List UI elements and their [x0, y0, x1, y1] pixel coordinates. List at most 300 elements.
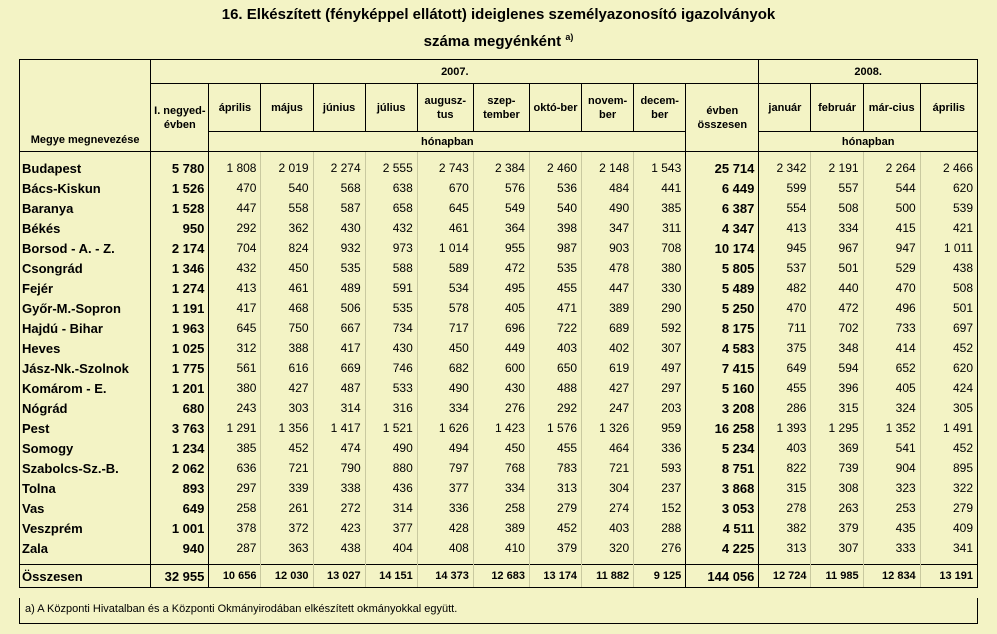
month-value: 1 626	[417, 418, 473, 438]
month-value: 455	[529, 438, 581, 458]
q1-value: 1 775	[151, 358, 209, 378]
table-row	[20, 258, 978, 278]
q1-value: 5 780	[151, 158, 209, 178]
month-value: 790	[313, 458, 365, 478]
month-value-2008: 452	[920, 438, 977, 458]
month-value-2008: 253	[863, 498, 920, 518]
county-name: Szabolcs-Sz.-B.	[20, 458, 151, 478]
month-value: 334	[417, 398, 473, 418]
q1-value: 1 528	[151, 198, 209, 218]
county-name: Vas	[20, 498, 151, 518]
month-value: 292	[209, 218, 261, 238]
month-value: 959	[634, 418, 686, 438]
month-value: 379	[529, 538, 581, 558]
month-value: 455	[529, 278, 581, 298]
county-name: Fejér	[20, 278, 151, 298]
month-value: 1 808	[209, 158, 261, 178]
month-value: 314	[365, 498, 417, 518]
month-value: 14 151	[365, 565, 417, 588]
month-value-2008: 305	[920, 398, 977, 418]
month-value: 484	[582, 178, 634, 198]
table-row	[20, 438, 978, 458]
table-row	[20, 278, 978, 298]
month-value-2008: 947	[863, 238, 920, 258]
month-value-2008: 529	[863, 258, 920, 278]
month-value: 588	[365, 258, 417, 278]
month-value: 2 555	[365, 158, 417, 178]
annual-total: 3 208	[686, 398, 759, 418]
month-value: 1 417	[313, 418, 365, 438]
month-value: 540	[529, 198, 581, 218]
month-value-2008: 501	[811, 258, 863, 278]
month-value-2008: 599	[759, 178, 811, 198]
month-value: 423	[313, 518, 365, 538]
county-name: Komárom - E.	[20, 378, 151, 398]
month-value: 638	[365, 178, 417, 198]
county-name: Jász-Nk.-Szolnok	[20, 358, 151, 378]
q1-value: 32 955	[151, 565, 209, 588]
month-value-2008: 435	[863, 518, 920, 538]
year-2007-header: 2007.	[151, 60, 759, 84]
month-value: 404	[365, 538, 417, 558]
month-value-2008: 424	[920, 378, 977, 398]
month-value: 11 882	[582, 565, 634, 588]
footnote: a) A Központi Hivatalban és a Központi Okmányirodában elkészített okmányokkal együtt.	[19, 598, 978, 624]
month-value: 336	[634, 438, 686, 458]
month-value: 388	[261, 338, 313, 358]
month-value: 377	[365, 518, 417, 538]
col-month-header: augusz-tus	[417, 84, 473, 132]
month-value-2008: 702	[811, 318, 863, 338]
month-value: 645	[209, 318, 261, 338]
month-value: 408	[417, 538, 473, 558]
month-value-2008: 508	[811, 198, 863, 218]
month-value: 650	[529, 358, 581, 378]
month-value: 471	[529, 298, 581, 318]
annual-total: 5 805	[686, 258, 759, 278]
month-value: 247	[582, 398, 634, 418]
col-month-header: novem-ber	[582, 84, 634, 132]
month-value: 536	[529, 178, 581, 198]
month-value: 1 576	[529, 418, 581, 438]
county-name: Csongrád	[20, 258, 151, 278]
month-value: 797	[417, 458, 473, 478]
month-value: 372	[261, 518, 313, 538]
month-value-2008: 539	[920, 198, 977, 218]
month-value-2008: 557	[811, 178, 863, 198]
month-value: 708	[634, 238, 686, 258]
month-value: 1 521	[365, 418, 417, 438]
col-county-header: Megye megnevezése	[20, 60, 151, 152]
col-month-header: szep-tember	[473, 84, 529, 132]
month-value: 398	[529, 218, 581, 238]
month-value: 561	[209, 358, 261, 378]
month-value: 432	[209, 258, 261, 278]
month-value: 311	[634, 218, 686, 238]
county-name: Békés	[20, 218, 151, 238]
month-value: 272	[313, 498, 365, 518]
monthly-header-2008: hónapban	[759, 132, 978, 152]
month-value: 558	[261, 198, 313, 218]
table-row	[20, 418, 978, 438]
county-name: Bács-Kiskun	[20, 178, 151, 198]
month-value: 292	[529, 398, 581, 418]
month-value: 450	[261, 258, 313, 278]
month-value: 2 460	[529, 158, 581, 178]
month-value: 2 743	[417, 158, 473, 178]
month-value: 449	[473, 338, 529, 358]
month-value: 436	[365, 478, 417, 498]
month-value: 461	[261, 278, 313, 298]
col-month-header: február	[811, 84, 863, 132]
month-value: 203	[634, 398, 686, 418]
table-row	[20, 458, 978, 478]
month-value: 689	[582, 318, 634, 338]
month-value: 13 027	[313, 565, 365, 588]
month-value: 591	[365, 278, 417, 298]
month-value-2008: 1 011	[920, 238, 977, 258]
month-value: 592	[634, 318, 686, 338]
month-value: 1 423	[473, 418, 529, 438]
month-value-2008: 1 393	[759, 418, 811, 438]
month-value-2008: 649	[759, 358, 811, 378]
title-line-2-text: száma megyénként	[423, 33, 562, 50]
month-value: 438	[313, 538, 365, 558]
table-title	[0, 4, 997, 53]
annual-total: 10 174	[686, 238, 759, 258]
month-value: 489	[313, 278, 365, 298]
month-value: 549	[473, 198, 529, 218]
annual-total: 16 258	[686, 418, 759, 438]
q1-value: 2 174	[151, 238, 209, 258]
month-value: 403	[529, 338, 581, 358]
table-body	[20, 152, 978, 588]
month-value: 589	[417, 258, 473, 278]
month-value: 347	[582, 218, 634, 238]
month-value: 312	[209, 338, 261, 358]
month-value: 339	[261, 478, 313, 498]
month-value-2008: 904	[863, 458, 920, 478]
month-value-2008: 500	[863, 198, 920, 218]
county-name: Pest	[20, 418, 151, 438]
month-value-2008: 379	[811, 518, 863, 538]
month-value-2008: 1 352	[863, 418, 920, 438]
month-value-2008: 278	[759, 498, 811, 518]
q1-value: 950	[151, 218, 209, 238]
county-name: Hajdú - Bihar	[20, 318, 151, 338]
annual-total: 144 056	[686, 565, 759, 588]
month-value-2008: 2 191	[811, 158, 863, 178]
month-value: 304	[582, 478, 634, 498]
col-month-header: április	[920, 84, 977, 132]
month-value: 474	[313, 438, 365, 458]
q1-value: 1 201	[151, 378, 209, 398]
month-value: 413	[209, 278, 261, 298]
month-value: 9 125	[634, 565, 686, 588]
month-value-2008: 482	[759, 278, 811, 298]
month-value: 258	[473, 498, 529, 518]
month-value: 389	[582, 298, 634, 318]
county-name: Borsod - A. - Z.	[20, 238, 151, 258]
month-value: 297	[209, 478, 261, 498]
month-value: 290	[634, 298, 686, 318]
month-value-2008: 1 295	[811, 418, 863, 438]
month-value: 380	[209, 378, 261, 398]
month-value-2008: 405	[863, 378, 920, 398]
county-name: Zala	[20, 538, 151, 558]
month-value-2008: 13 191	[920, 565, 977, 588]
month-value: 320	[582, 538, 634, 558]
month-value: 362	[261, 218, 313, 238]
month-value: 288	[634, 518, 686, 538]
month-value-2008: 11 985	[811, 565, 863, 588]
table-row	[20, 218, 978, 238]
county-name: Nógrád	[20, 398, 151, 418]
table-row	[20, 198, 978, 218]
table-row	[20, 498, 978, 518]
month-value: 450	[473, 438, 529, 458]
month-value: 452	[529, 518, 581, 538]
month-value: 402	[582, 338, 634, 358]
month-value: 682	[417, 358, 473, 378]
month-value-2008: 697	[920, 318, 977, 338]
month-value: 405	[473, 298, 529, 318]
month-value: 704	[209, 238, 261, 258]
month-value-2008: 455	[759, 378, 811, 398]
month-value: 494	[417, 438, 473, 458]
month-value-2008: 620	[920, 178, 977, 198]
county-name: Veszprém	[20, 518, 151, 538]
table-row	[20, 338, 978, 358]
annual-total: 8 751	[686, 458, 759, 478]
month-value-2008: 333	[863, 538, 920, 558]
q1-value: 1 191	[151, 298, 209, 318]
month-value: 430	[313, 218, 365, 238]
month-value-2008: 508	[920, 278, 977, 298]
month-value: 478	[582, 258, 634, 278]
annual-total: 5 250	[686, 298, 759, 318]
month-value: 447	[209, 198, 261, 218]
month-value-2008: 945	[759, 238, 811, 258]
col-month-header: októ-ber	[529, 84, 581, 132]
month-value: 13 174	[529, 565, 581, 588]
month-value: 535	[529, 258, 581, 278]
month-value: 750	[261, 318, 313, 338]
col-month-header: január	[759, 84, 811, 132]
month-value: 973	[365, 238, 417, 258]
month-value: 593	[634, 458, 686, 478]
month-value: 461	[417, 218, 473, 238]
annual-total: 7 415	[686, 358, 759, 378]
table-row	[20, 358, 978, 378]
month-value-2008: 308	[811, 478, 863, 498]
month-value: 430	[473, 378, 529, 398]
month-value-2008: 348	[811, 338, 863, 358]
month-value: 658	[365, 198, 417, 218]
month-value-2008: 739	[811, 458, 863, 478]
month-value-2008: 375	[759, 338, 811, 358]
month-value-2008: 403	[759, 438, 811, 458]
month-value: 380	[634, 258, 686, 278]
month-value: 428	[417, 518, 473, 538]
month-value: 389	[473, 518, 529, 538]
month-value-2008: 409	[920, 518, 977, 538]
month-value: 490	[365, 438, 417, 458]
month-value-2008: 307	[811, 538, 863, 558]
month-value: 385	[634, 198, 686, 218]
col-q1-header: I. negyed-évben	[151, 84, 209, 152]
col-month-header: április	[209, 84, 261, 132]
month-value: 314	[313, 398, 365, 418]
month-value: 447	[582, 278, 634, 298]
month-value-2008: 1 491	[920, 418, 977, 438]
month-value: 10 656	[209, 565, 261, 588]
month-value: 669	[313, 358, 365, 378]
month-value: 152	[634, 498, 686, 518]
table-row	[20, 518, 978, 538]
month-value-2008: 967	[811, 238, 863, 258]
month-value: 670	[417, 178, 473, 198]
month-value-2008: 12 724	[759, 565, 811, 588]
annual-total: 5 234	[686, 438, 759, 458]
month-value-2008: 895	[920, 458, 977, 478]
month-value: 417	[209, 298, 261, 318]
month-value-2008: 313	[759, 538, 811, 558]
month-value: 464	[582, 438, 634, 458]
county-name: Összesen	[20, 565, 151, 588]
month-value: 2 274	[313, 158, 365, 178]
month-value-2008: 496	[863, 298, 920, 318]
month-value-2008: 652	[863, 358, 920, 378]
q1-value: 1 234	[151, 438, 209, 458]
q1-value: 680	[151, 398, 209, 418]
month-value: 243	[209, 398, 261, 418]
month-value-2008: 733	[863, 318, 920, 338]
month-value: 330	[634, 278, 686, 298]
month-value: 540	[261, 178, 313, 198]
county-name: Győr-M.-Sopron	[20, 298, 151, 318]
month-value-2008: 415	[863, 218, 920, 238]
month-value-2008: 2 342	[759, 158, 811, 178]
month-value: 880	[365, 458, 417, 478]
month-value-2008: 2 466	[920, 158, 977, 178]
month-value: 452	[261, 438, 313, 458]
county-name: Heves	[20, 338, 151, 358]
month-value-2008: 2 264	[863, 158, 920, 178]
month-value: 403	[582, 518, 634, 538]
month-value: 587	[313, 198, 365, 218]
month-value-2008: 620	[920, 358, 977, 378]
month-value: 274	[582, 498, 634, 518]
annual-total: 25 714	[686, 158, 759, 178]
month-value: 600	[473, 358, 529, 378]
month-value: 722	[529, 318, 581, 338]
month-value: 987	[529, 238, 581, 258]
month-value: 488	[529, 378, 581, 398]
month-value-2008: 501	[920, 298, 977, 318]
month-value: 717	[417, 318, 473, 338]
title-line-1: 16. Elkészített (fényképpel ellátott) ideiglenes személyazonosító igazolványok	[221, 6, 776, 23]
month-value-2008: 396	[811, 378, 863, 398]
month-value-2008: 334	[811, 218, 863, 238]
month-value: 364	[473, 218, 529, 238]
month-value-2008: 413	[759, 218, 811, 238]
month-value: 955	[473, 238, 529, 258]
col-month-header: május	[261, 84, 313, 132]
month-value: 746	[365, 358, 417, 378]
month-value-2008: 315	[811, 398, 863, 418]
month-value: 487	[313, 378, 365, 398]
q1-value: 1 526	[151, 178, 209, 198]
annual-total: 6 449	[686, 178, 759, 198]
month-value: 535	[313, 258, 365, 278]
month-value: 534	[417, 278, 473, 298]
month-value: 313	[529, 478, 581, 498]
month-value: 721	[582, 458, 634, 478]
table-row	[20, 398, 978, 418]
month-value-2008: 421	[920, 218, 977, 238]
month-value: 470	[209, 178, 261, 198]
month-value-2008: 369	[811, 438, 863, 458]
month-value-2008: 323	[863, 478, 920, 498]
month-value: 2 019	[261, 158, 313, 178]
month-value: 14 373	[417, 565, 473, 588]
month-value: 903	[582, 238, 634, 258]
q1-value: 893	[151, 478, 209, 498]
month-value: 307	[634, 338, 686, 358]
month-value: 468	[261, 298, 313, 318]
month-value: 385	[209, 438, 261, 458]
col-annual-header: évben összesen	[686, 84, 759, 152]
month-value: 279	[529, 498, 581, 518]
month-value: 696	[473, 318, 529, 338]
month-value: 533	[365, 378, 417, 398]
month-value-2008: 711	[759, 318, 811, 338]
table-row	[20, 238, 978, 258]
month-value: 12 030	[261, 565, 313, 588]
month-value: 667	[313, 318, 365, 338]
month-value: 490	[417, 378, 473, 398]
month-value: 645	[417, 198, 473, 218]
total-row	[20, 565, 978, 588]
month-value: 377	[417, 478, 473, 498]
annual-total: 5 489	[686, 278, 759, 298]
q1-value: 1 001	[151, 518, 209, 538]
month-value: 303	[261, 398, 313, 418]
month-value: 1 326	[582, 418, 634, 438]
table-row	[20, 538, 978, 558]
month-value: 297	[634, 378, 686, 398]
month-value-2008: 544	[863, 178, 920, 198]
month-value: 276	[634, 538, 686, 558]
month-value: 1 291	[209, 418, 261, 438]
month-value: 432	[365, 218, 417, 238]
annual-total: 4 511	[686, 518, 759, 538]
month-value: 721	[261, 458, 313, 478]
month-value: 824	[261, 238, 313, 258]
month-value-2008: 541	[863, 438, 920, 458]
table-row	[20, 478, 978, 498]
month-value-2008: 315	[759, 478, 811, 498]
q1-value: 940	[151, 538, 209, 558]
month-value: 1 014	[417, 238, 473, 258]
month-value-2008: 594	[811, 358, 863, 378]
month-value-2008: 286	[759, 398, 811, 418]
annual-total: 5 160	[686, 378, 759, 398]
table-row	[20, 378, 978, 398]
month-value: 1 543	[634, 158, 686, 178]
month-value: 472	[473, 258, 529, 278]
